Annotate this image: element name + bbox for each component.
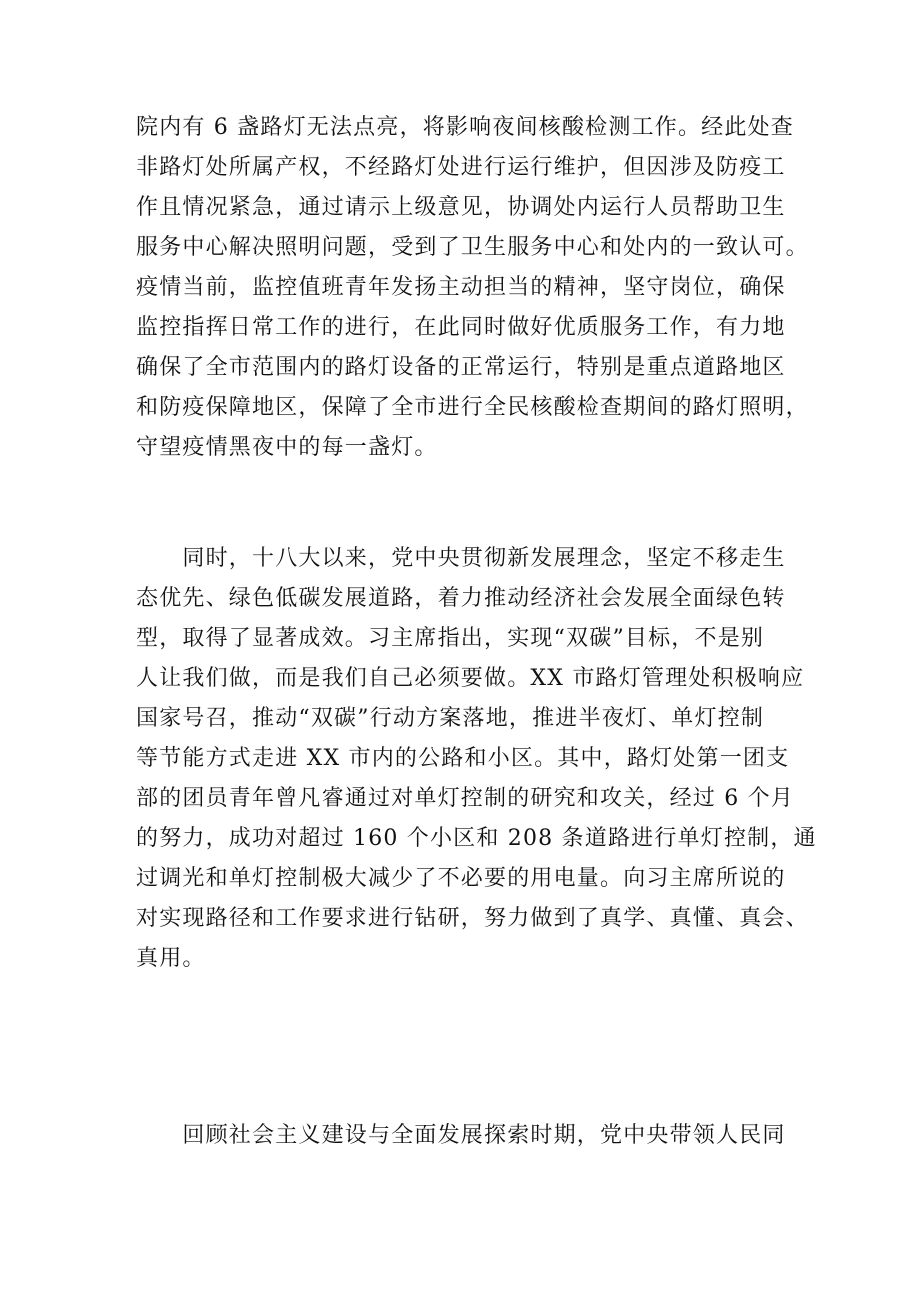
text-line: 回顾社会主义建设与全面发展探索时期，党中央带领人民同 — [136, 1123, 786, 1148]
text-line: 等节能方式走进 XX 市内的公路和小区。其中，路灯处第一团支 — [136, 746, 790, 771]
text-line: 和防疫保障地区，保障了全市进行全民核酸检查期间的路灯照明， — [136, 395, 809, 420]
text-line: 态优先、绿色低碳发展道路，着力推动经济社会发展全面绿色转 — [136, 586, 786, 611]
text-line: 对实现路径和工作要求进行钻研，努力做到了真学、真懂、真会、 — [136, 906, 809, 931]
paragraph-dual-carbon — [136, 539, 817, 979]
text-line: 院内有 6 盏路灯无法点亮，将影响夜间核酸检测工作。经此处查 — [136, 115, 794, 140]
paragraph-night-testing-lighting — [136, 108, 809, 468]
text-line: 确保了全市范围内的路灯设备的正常运行，特别是重点道路地区 — [136, 355, 786, 380]
text-line: 服务中心解决照明问题，受到了卫生服务中心和处内的一致认可。 — [136, 235, 809, 260]
text-line: 型，取得了显著成效。习主席指出，实现“双碳”目标，不是别 — [136, 626, 765, 651]
text-line: 监控指挥日常工作的进行，在此同时做好优质服务工作，有力地 — [136, 315, 786, 340]
text-line: 过调光和单灯控制极大减少了不必要的用电量。向习主席所说的 — [136, 866, 786, 891]
text-line: 守望疫情黑夜中的每一盏灯。 — [136, 435, 438, 460]
text-line: 疫情当前，监控值班青年发扬主动担当的精神，坚守岗位，确保 — [136, 275, 786, 300]
text-line: 作且情况紧急，通过请示上级意见，协调处内运行人员帮助卫生 — [136, 195, 786, 220]
text-line: 国家号召，推动“双碳”行动方案落地，推进半夜灯、单灯控制 — [136, 706, 765, 731]
text-line: 的努力，成功对超过 160 个小区和 208 条道路进行单灯控制，通 — [136, 826, 817, 851]
text-line: 部的团员青年曾凡睿通过对单灯控制的研究和攻关，经过 6 个月 — [136, 786, 794, 811]
text-line: 真用。 — [136, 946, 206, 971]
text-line: 同时，十八大以来，党中央贯彻新发展理念，坚定不移走生 — [136, 546, 786, 571]
text-line: 非路灯处所属产权，不经路灯处进行运行维护，但因涉及防疫工 — [136, 155, 786, 180]
text-line: 人让我们做，而是我们自己必须要做。XX 市路灯管理处积极响应 — [136, 666, 805, 691]
paragraph-socialist-construction — [136, 1116, 796, 1156]
